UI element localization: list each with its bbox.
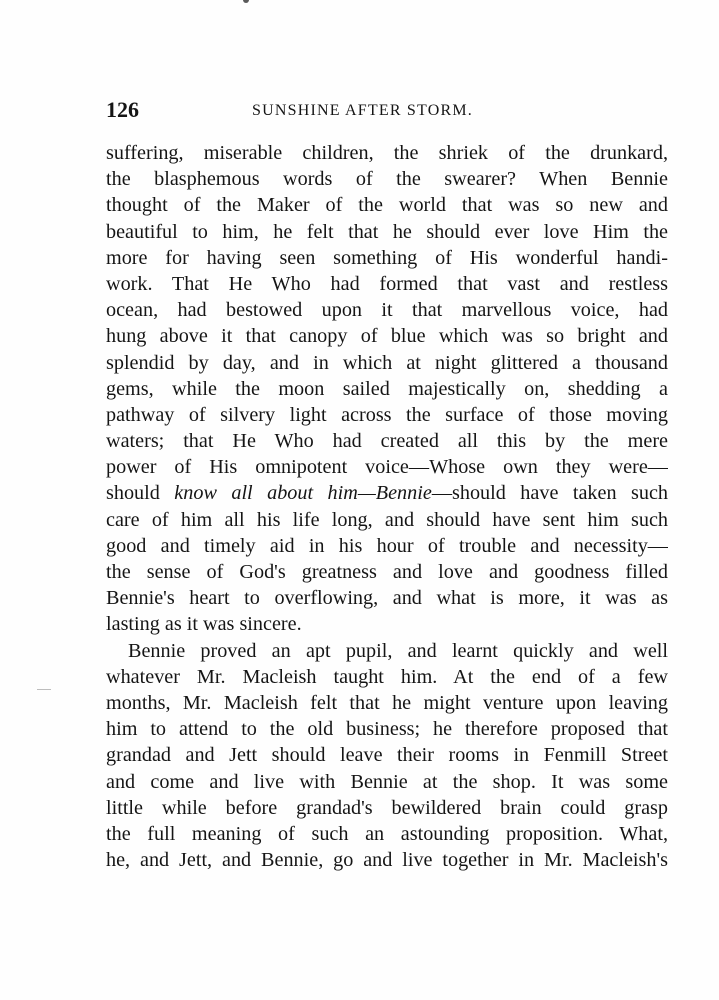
text-line [106, 480, 668, 506]
running-title: SUNSHINE AFTER STORM. [252, 102, 473, 119]
text-line: pathway of silvery light across the surface of those moving [106, 403, 668, 426]
text-line: the full meaning of such an astounding proposition. What, [106, 822, 668, 845]
text-line: thought of the Maker of the world that was so new and [106, 194, 668, 217]
text-line: Bennie proved an apt pupil, and learnt quickly and well [128, 639, 668, 662]
text-line: power of His omnipotent voice—Whose own they were— [106, 456, 668, 479]
text-line: lasting as it was sincere. [106, 613, 302, 636]
text-line: waters; that He Who had created all this by the mere [106, 430, 668, 453]
text-line: months, Mr. Macleish felt that he might venture upon leaving [106, 691, 668, 714]
text-line: whatever Mr. Macleish taught him. At the end of a few [106, 665, 668, 688]
text-line: gems, while the moon sailed majestically on, shedding a [106, 377, 668, 400]
text-line: the sense of God's greatness and love and goodness filled [106, 561, 668, 583]
paragraph-2 [106, 638, 668, 874]
text-line: the blasphemous words of the swearer? When Bennie [106, 168, 668, 191]
text-line: good and timely aid in his hour of trouble and necessity— [106, 534, 668, 557]
text-line: splendid by day, and in which at night glittered a thousand [106, 351, 668, 374]
text-line: and come and live with Bennie at the shop. It was some [106, 770, 668, 793]
text-run: should [106, 482, 175, 505]
text-line: hung above it that canopy of blue which was so bright and [106, 325, 668, 348]
paragraph-1 [106, 140, 668, 638]
text-line: suffering, miserable children, the shriek of the drunkard, [106, 142, 668, 164]
text-line: little while before grandad's bewildered brain could grasp [106, 796, 668, 819]
text-line: Bennie's heart to overflowing, and what is more, it was as [106, 587, 668, 610]
page-number: 126 [106, 97, 139, 122]
text-line: care of him all his life long, and should have sent him such [106, 508, 668, 531]
text-line: him to attend to the old business; he therefore proposed that [106, 718, 668, 741]
margin-mark [37, 689, 51, 690]
text-line: grandad and Jett should leave their rooms in Fenmill Street [106, 744, 668, 767]
ink-mark [243, 0, 249, 3]
text-line: beautiful to him, he felt that he should ever love Him the [106, 220, 668, 243]
body-text [106, 140, 668, 873]
text-line: work. That He Who had formed that vast and restless [106, 272, 668, 295]
page-header [106, 96, 668, 124]
text-run: —should have taken such [431, 482, 668, 505]
text-line: ocean, had bestowed upon it that marvellous voice, had [106, 299, 668, 322]
text-line: more for having seen something of His wonderful handi- [106, 246, 668, 269]
text-line: he, and Jett, and Bennie, go and live together in Mr. Macleish's [106, 849, 668, 872]
emphasis-text: know all about him—Bennie [174, 482, 432, 505]
